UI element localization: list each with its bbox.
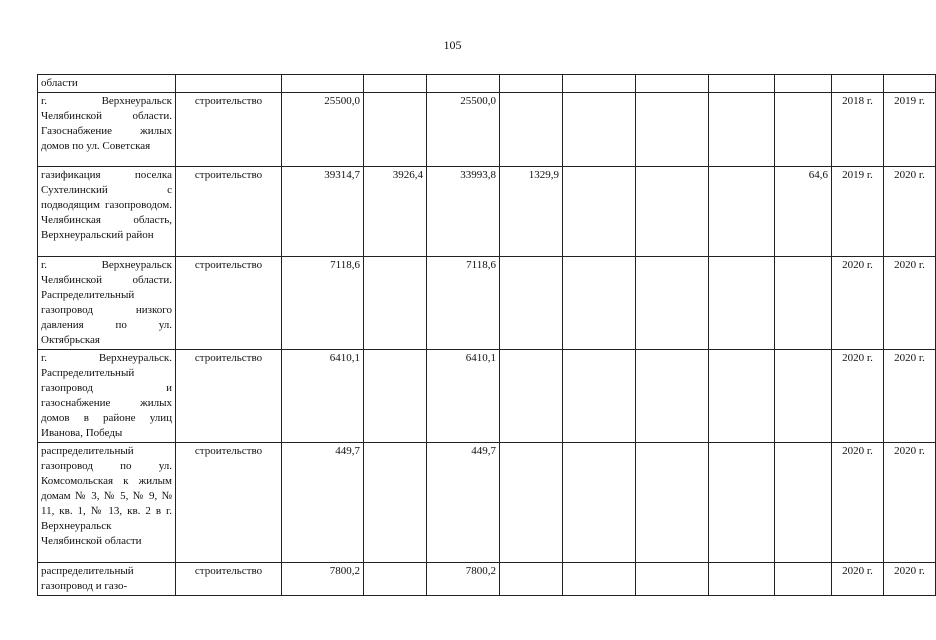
cell-start-year: 2018 г. [832, 93, 884, 167]
cell-type: строительство [176, 563, 282, 596]
cell-col6 [563, 257, 636, 350]
cell-col5 [500, 93, 563, 167]
cell-total: 25500,0 [282, 93, 364, 167]
cell-col8 [709, 93, 775, 167]
cell-col7 [636, 257, 709, 350]
cell-col3 [364, 257, 427, 350]
cell-col8 [709, 443, 775, 563]
cell-col3: 3926,4 [364, 167, 427, 257]
cell-col3 [364, 443, 427, 563]
cell-col4: 7118,6 [427, 257, 500, 350]
cell-col3 [364, 350, 427, 443]
cell-col5 [500, 350, 563, 443]
cell-type: строительство [176, 257, 282, 350]
cell-col6 [563, 167, 636, 257]
table-row [38, 563, 936, 596]
cell-col6 [563, 93, 636, 167]
cell-col8 [709, 257, 775, 350]
cell-col9 [775, 257, 832, 350]
cell-total: 39314,7 [282, 167, 364, 257]
table-row-continuation [38, 75, 936, 93]
cell-col6 [563, 563, 636, 596]
table-row [38, 443, 936, 563]
cell-name: распределительный газопровод по ул. Комсомольская к жилым домам № 3, № 5, № 9, № 11, кв. 1, № 13, кв. 2 в г. Верхнеуральск Челябинской области [38, 443, 176, 563]
cell-col8 [709, 563, 775, 596]
cell-name: газификация поселка Сухтелинский с подводящим газопроводом. Челябинская область, Верхнеуральский район [38, 167, 176, 257]
cell-type: строительство [176, 350, 282, 443]
cell-start-year: 2020 г. [832, 563, 884, 596]
cell-end-year: 2019 г. [884, 93, 936, 167]
cell-col6 [563, 443, 636, 563]
cell-col9 [775, 443, 832, 563]
cell-col4: 25500,0 [427, 93, 500, 167]
cell-col4: 7800,2 [427, 563, 500, 596]
cell-total: 7118,6 [282, 257, 364, 350]
cell-col3 [364, 563, 427, 596]
cell-end-year: 2020 г. [884, 443, 936, 563]
cell-col7 [636, 563, 709, 596]
cell-name: г. Верхнеуральск Челябинской области. Распределительный газопровод низкого давления по ул. Октябрьская [38, 257, 176, 350]
cell-col3 [364, 93, 427, 167]
cell-name: области [38, 75, 176, 93]
cell-col7 [636, 167, 709, 257]
cell-col4: 33993,8 [427, 167, 500, 257]
cell-end-year: 2020 г. [884, 167, 936, 257]
table-row [38, 167, 936, 257]
page-number: 105 [443, 38, 462, 52]
cell-start-year: 2020 г. [832, 443, 884, 563]
cell-total: 7800,2 [282, 563, 364, 596]
cell-col7 [636, 93, 709, 167]
cell-col9 [775, 350, 832, 443]
table-row [38, 350, 936, 443]
cell-col4: 6410,1 [427, 350, 500, 443]
cell-end-year: 2020 г. [884, 563, 936, 596]
cell-total: 449,7 [282, 443, 364, 563]
cell-type: строительство [176, 93, 282, 167]
cell-type: строительство [176, 167, 282, 257]
cell-type: строительство [176, 443, 282, 563]
cell-col8 [709, 350, 775, 443]
cell-col7 [636, 443, 709, 563]
cell-col6 [563, 350, 636, 443]
cell-col9 [775, 93, 832, 167]
table-row [38, 257, 936, 350]
cell-col5 [500, 257, 563, 350]
cell-col9 [775, 563, 832, 596]
cell-end-year: 2020 г. [884, 257, 936, 350]
cell-name: г. Верхнеуральск Челябинской области. Газоснабжение жилых домов по ул. Советская [38, 93, 176, 167]
cell-name: г. Верхнеуральск. Распределительный газопровод и газоснабжение жилых домов в районе улиц Иванова, Победы [38, 350, 176, 443]
cell-name: распределительный газопровод и газо- [38, 563, 176, 596]
cell-col4: 449,7 [427, 443, 500, 563]
cell-col9: 64,6 [775, 167, 832, 257]
cell-start-year: 2020 г. [832, 257, 884, 350]
cell-start-year: 2020 г. [832, 350, 884, 443]
table-row [38, 93, 936, 167]
cell-col5 [500, 563, 563, 596]
cell-col7 [636, 350, 709, 443]
cell-col5 [500, 443, 563, 563]
cell-col5: 1329,9 [500, 167, 563, 257]
investment-table [37, 74, 936, 596]
cell-total: 6410,1 [282, 350, 364, 443]
cell-col8 [709, 167, 775, 257]
cell-end-year: 2020 г. [884, 350, 936, 443]
cell-start-year: 2019 г. [832, 167, 884, 257]
